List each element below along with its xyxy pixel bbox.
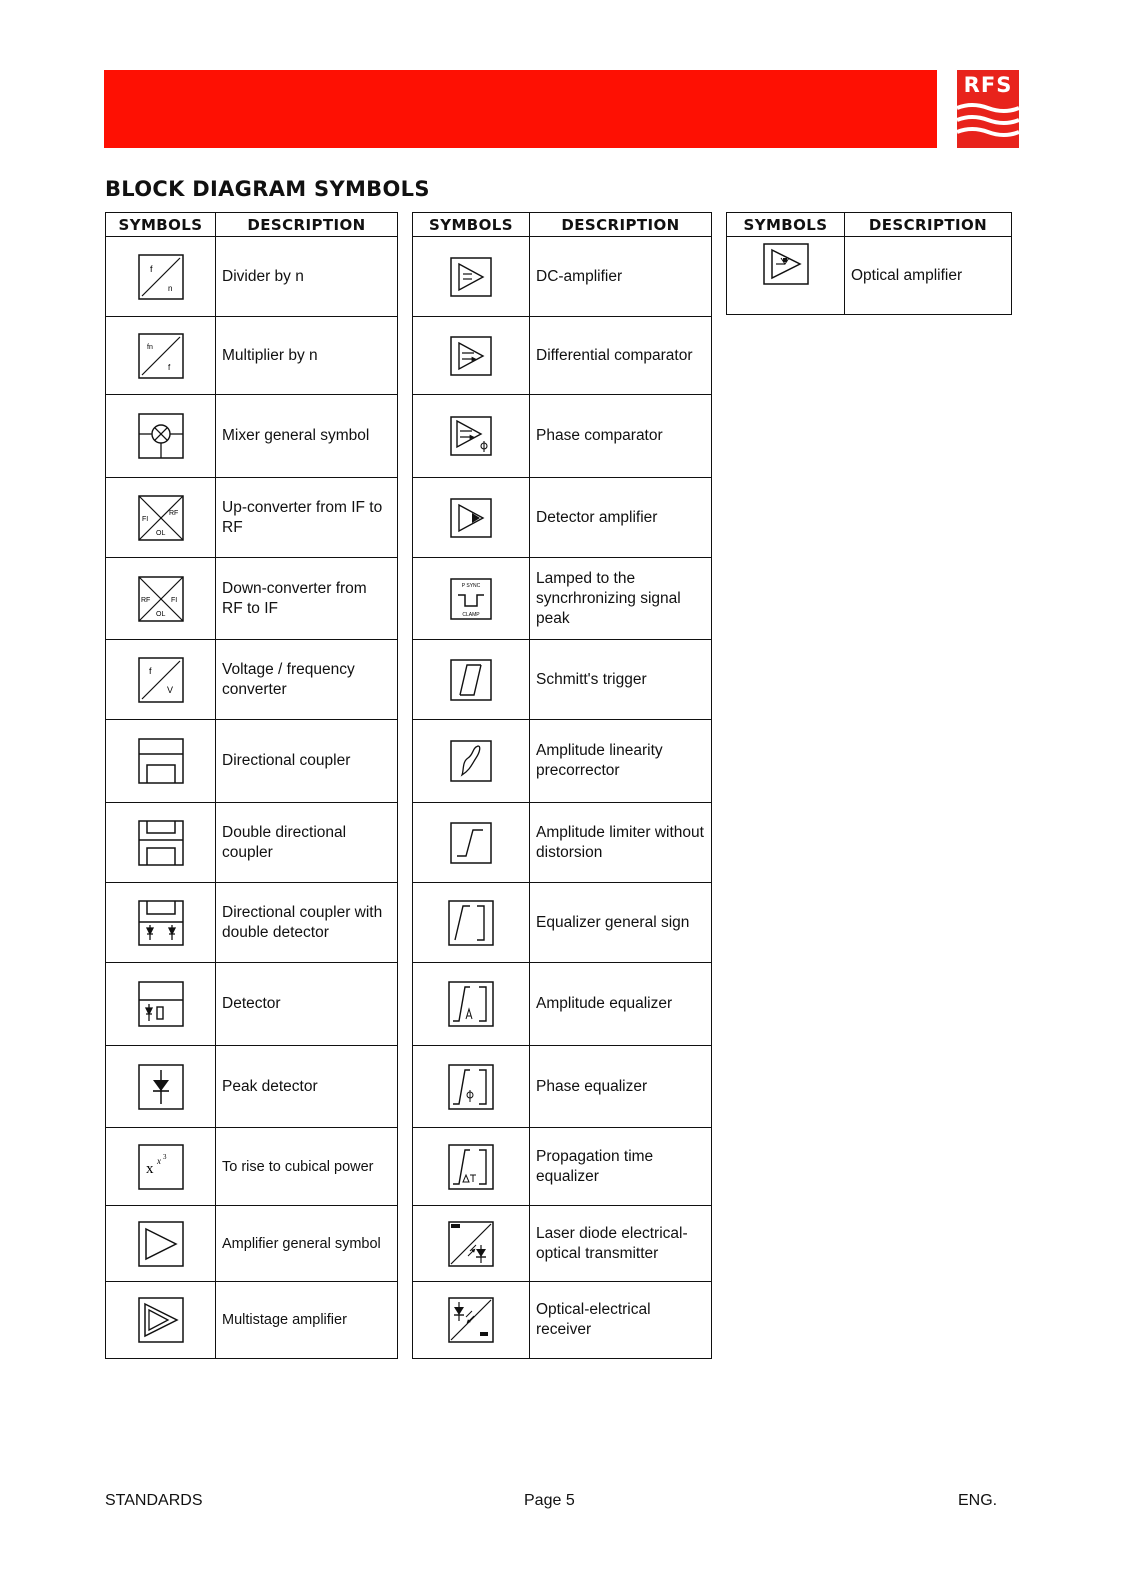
table-row bbox=[413, 317, 712, 395]
logo-text: RFS bbox=[963, 73, 1013, 97]
table-row bbox=[413, 1282, 712, 1359]
description-cell: Directional coupler with double detector bbox=[216, 883, 398, 963]
table-row bbox=[106, 395, 398, 478]
svg-text:FI: FI bbox=[170, 596, 177, 604]
up-converter-icon bbox=[138, 495, 184, 541]
table-row bbox=[413, 395, 712, 478]
footer-left: STANDARDS bbox=[105, 1492, 203, 1509]
differential-comparator-icon bbox=[450, 336, 492, 376]
description-cell: Mixer general symbol bbox=[216, 395, 398, 478]
table-row bbox=[106, 237, 398, 317]
description-cell: Directional coupler bbox=[216, 720, 398, 803]
description-cell: DC-amplifier bbox=[530, 237, 712, 317]
table-row bbox=[413, 1046, 712, 1128]
sync-clamp-icon bbox=[450, 578, 492, 620]
svg-text:x: x bbox=[156, 1155, 161, 1166]
svg-text:RF: RF bbox=[168, 509, 178, 517]
amplitude-equalizer-icon bbox=[448, 981, 494, 1027]
table-row bbox=[727, 237, 1012, 315]
description-cell: Schmitt's trigger bbox=[530, 640, 712, 720]
optical-receiver-icon bbox=[448, 1297, 494, 1343]
description-cell: Voltage / frequency converter bbox=[216, 640, 398, 720]
laser-transmitter-icon bbox=[448, 1221, 494, 1267]
svg-text:n: n bbox=[167, 283, 172, 293]
rfs-logo bbox=[957, 70, 1019, 148]
description-cell: Optical amplifier bbox=[845, 237, 1012, 315]
cubic-power-icon bbox=[138, 1144, 184, 1190]
table-row bbox=[413, 558, 712, 640]
symbols-table-3 bbox=[726, 212, 1012, 315]
symbols-header: SYMBOLS bbox=[727, 213, 845, 237]
description-cell: Differential comparator bbox=[530, 317, 712, 395]
table-row bbox=[106, 963, 398, 1046]
svg-text:3: 3 bbox=[162, 1152, 166, 1161]
svg-text:OL: OL bbox=[155, 529, 165, 537]
svg-text:fn: fn bbox=[146, 343, 153, 351]
description-cell: Phase equalizer bbox=[530, 1046, 712, 1128]
amplifier-icon bbox=[138, 1221, 184, 1267]
table-row bbox=[413, 640, 712, 720]
description-header: DESCRIPTION bbox=[530, 213, 712, 237]
description-cell: Equalizer general sign bbox=[530, 883, 712, 963]
description-cell: To rise to cubical power bbox=[216, 1128, 398, 1206]
symbols-table-1 bbox=[105, 212, 398, 1359]
propagation-equalizer-icon bbox=[448, 1144, 494, 1190]
amplitude-limiter-icon bbox=[450, 822, 492, 864]
description-cell: Down-converter from RF to IF bbox=[216, 558, 398, 640]
description-cell: Amplitude equalizer bbox=[530, 963, 712, 1046]
table-row bbox=[106, 803, 398, 883]
description-cell: Multiplier by n bbox=[216, 317, 398, 395]
description-cell: Double directional coupler bbox=[216, 803, 398, 883]
symbols-header: SYMBOLS bbox=[413, 213, 530, 237]
phase-equalizer-icon bbox=[448, 1064, 494, 1110]
double-directional-coupler-icon bbox=[138, 820, 184, 866]
table-row bbox=[413, 1128, 712, 1206]
description-cell: Lamped to the syncrhronizing signal peak bbox=[530, 558, 712, 640]
table-row bbox=[106, 478, 398, 558]
table-row bbox=[106, 1128, 398, 1206]
table-row bbox=[106, 883, 398, 963]
page-number: Page 5 bbox=[524, 1492, 575, 1509]
linearity-precorrector-icon bbox=[450, 740, 492, 782]
footer-right: ENG. bbox=[958, 1492, 998, 1509]
divider-icon bbox=[138, 254, 184, 300]
detector-icon bbox=[138, 981, 184, 1027]
table-row bbox=[413, 720, 712, 803]
detector-amplifier-icon bbox=[450, 498, 492, 538]
equalizer-icon bbox=[448, 900, 494, 946]
description-cell: Detector bbox=[216, 963, 398, 1046]
table-row bbox=[413, 478, 712, 558]
multiplier-icon bbox=[138, 333, 184, 379]
schmitt-trigger-icon bbox=[450, 659, 492, 701]
table-row bbox=[106, 1282, 398, 1359]
svg-text:FI: FI bbox=[141, 515, 148, 523]
phase-comparator-icon bbox=[450, 416, 492, 456]
multistage-amplifier-icon bbox=[138, 1297, 184, 1343]
description-cell: Up-converter from IF to RF bbox=[216, 478, 398, 558]
table-row bbox=[106, 558, 398, 640]
description-header: DESCRIPTION bbox=[845, 213, 1012, 237]
description-cell: Phase comparator bbox=[530, 395, 712, 478]
table-row bbox=[413, 803, 712, 883]
header-banner bbox=[104, 70, 937, 148]
table-row bbox=[106, 317, 398, 395]
description-cell: Optical-electrical receiver bbox=[530, 1282, 712, 1359]
peak-detector-icon bbox=[138, 1064, 184, 1110]
table-row bbox=[413, 883, 712, 963]
wave-icon bbox=[957, 100, 1019, 146]
table-row bbox=[413, 237, 712, 317]
table-row bbox=[413, 1206, 712, 1282]
description-cell: Peak detector bbox=[216, 1046, 398, 1128]
svg-text:f: f bbox=[148, 665, 152, 676]
svg-text:P SYNC: P SYNC bbox=[461, 582, 481, 589]
svg-text:x: x bbox=[145, 1160, 153, 1177]
description-cell: Laser diode electrical-optical transmitter bbox=[530, 1206, 712, 1282]
svg-text:OL: OL bbox=[155, 610, 165, 618]
table-row bbox=[106, 1206, 398, 1282]
description-cell: Amplitude linearity precorrector bbox=[530, 720, 712, 803]
table-row bbox=[106, 720, 398, 803]
symbols-header: SYMBOLS bbox=[106, 213, 216, 237]
svg-text:f: f bbox=[167, 362, 170, 372]
down-converter-icon bbox=[138, 576, 184, 622]
svg-text:CLAMP: CLAMP bbox=[462, 611, 480, 618]
voltage-frequency-icon bbox=[138, 657, 184, 703]
svg-text:f: f bbox=[149, 263, 153, 274]
svg-text:RF: RF bbox=[140, 596, 150, 604]
table-row bbox=[413, 963, 712, 1046]
table-row bbox=[106, 1046, 398, 1128]
description-cell: Amplitude limiter without distorsion bbox=[530, 803, 712, 883]
description-cell: Multistage amplifier bbox=[216, 1282, 398, 1359]
table-row bbox=[106, 640, 398, 720]
symbols-table-2 bbox=[412, 212, 712, 1359]
description-cell: Amplifier general symbol bbox=[216, 1206, 398, 1282]
description-cell: Divider by n bbox=[216, 237, 398, 317]
description-cell: Detector amplifier bbox=[530, 478, 712, 558]
page-title: BLOCK DIAGRAM SYMBOLS bbox=[105, 177, 430, 201]
coupler-double-detector-icon bbox=[138, 900, 184, 946]
description-cell: Propagation time equalizer bbox=[530, 1128, 712, 1206]
dc-amplifier-icon bbox=[450, 257, 492, 297]
optical-amplifier-icon bbox=[763, 243, 809, 285]
mixer-icon bbox=[138, 413, 184, 459]
description-header: DESCRIPTION bbox=[216, 213, 398, 237]
svg-text:V: V bbox=[166, 684, 173, 695]
directional-coupler-icon bbox=[138, 738, 184, 784]
